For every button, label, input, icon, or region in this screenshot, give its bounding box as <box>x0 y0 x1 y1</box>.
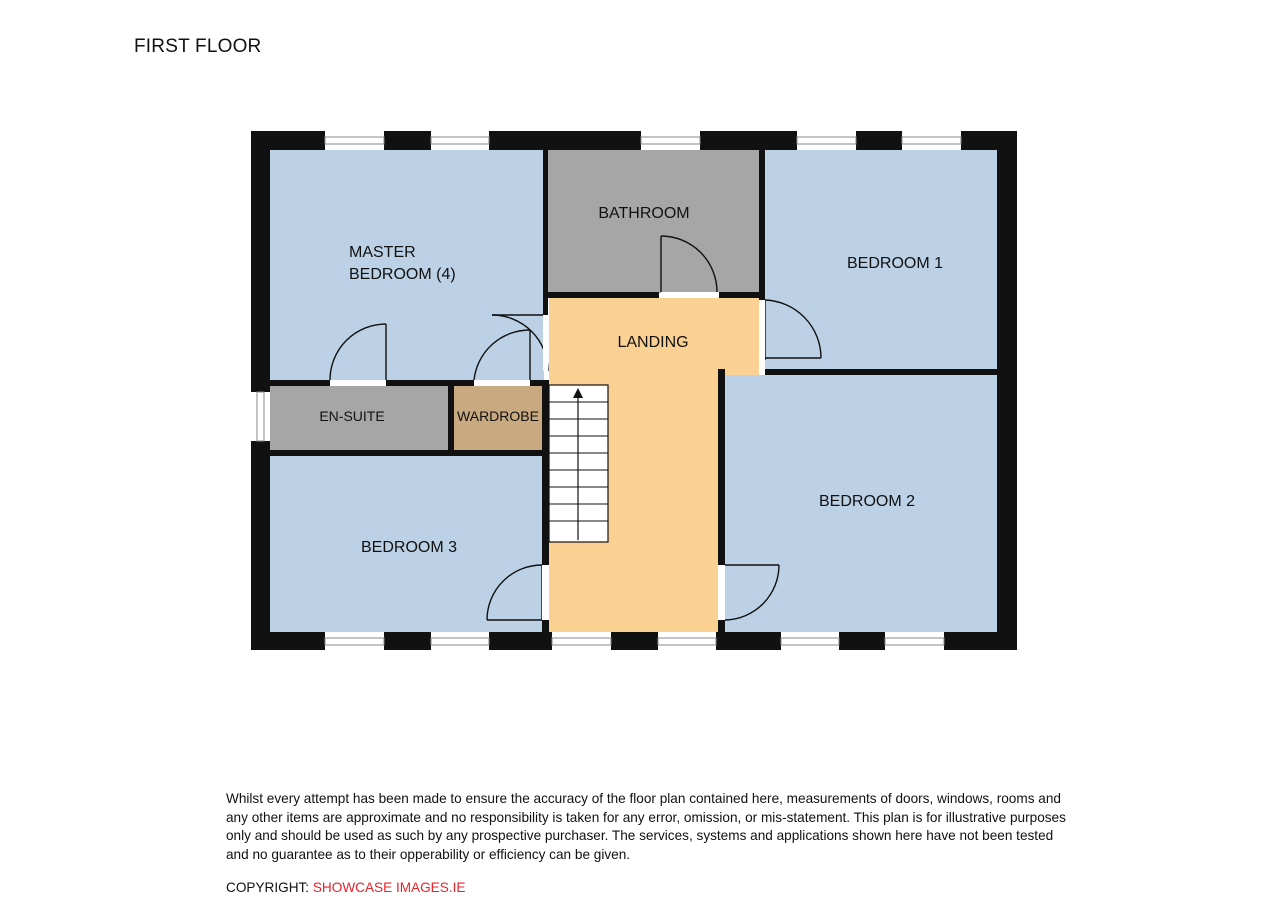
copyright-brand-link[interactable]: SHOWCASE IMAGES.IE <box>312 880 466 895</box>
copyright-line <box>226 880 465 895</box>
copyright-label: COPYRIGHT: <box>226 880 313 895</box>
bedroom2-label: BEDROOM 2 <box>818 493 916 510</box>
master-bedroom-label-line2: BEDROOM (4) <box>349 266 456 283</box>
disclaimer-text: Whilst every attempt has been made to ensure the accuracy of the floor plan contained here, measurements of doors, windows, rooms and any other items are approximate and no responsibility is taken for any error, omission, or mis-statement. This plan is for illustrative purposes only and should be used as such by any prospective purchaser. The services, systems and applications shown here have not been tested and no guarantee as to their opperability or efficiency can be given. <box>226 791 1066 862</box>
bedroom1-label: BEDROOM 1 <box>846 255 944 272</box>
bathroom-label: BATHROOM <box>598 205 690 222</box>
landing-label: LANDING <box>617 334 689 351</box>
master-bedroom-label-line1: MASTER <box>349 244 416 261</box>
staircase <box>549 385 608 542</box>
bedroom3-label: BEDROOM 3 <box>360 539 458 556</box>
wardrobe-label: WARDROBE <box>457 408 539 424</box>
floor-title: FIRST FLOOR <box>134 36 262 57</box>
ensuite-label: EN-SUITE <box>319 408 385 424</box>
